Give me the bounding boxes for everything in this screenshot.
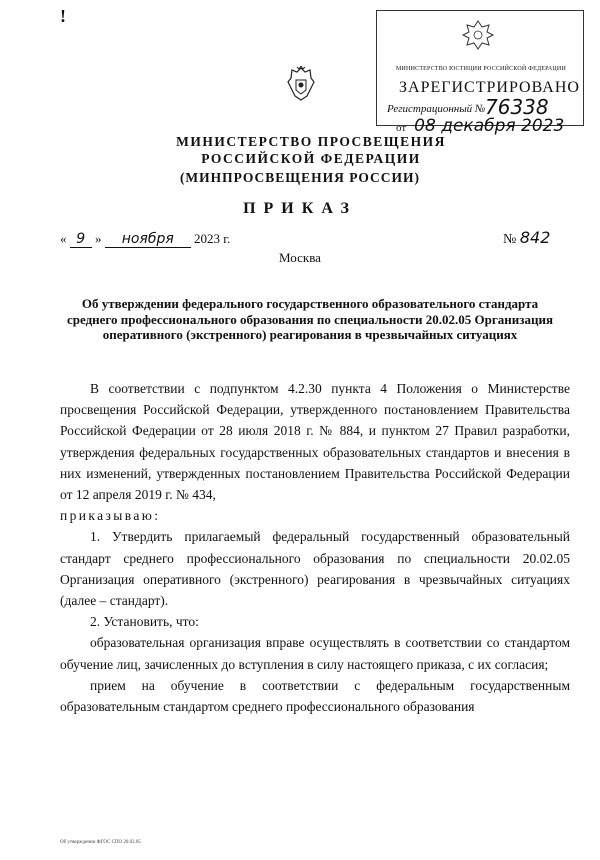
order-month: ноября	[105, 231, 191, 248]
body-paragraph-basis: В соответствии с подпунктом 4.2.30 пункта 4 Положения о Министерстве просвещения Российской Федерации, утвержденного постановлением Правительства Российской Федерации от 28 июля 2018 г. № 884, и пунктом 27 Правил разработки, утверждения федеральных государственных образовательных стандартов и внесения в них изменений, утвержденных постановлением Правительства Российской Федерации от 12 апреля 2019 г. № 434,	[60, 381, 570, 503]
document-type: ПРИКАЗ	[243, 200, 357, 217]
stamp-ministry-text: МИНИСТЕРСТВО ЮСТИЦИИ РОССИЙСКОЙ ФЕДЕРАЦИИ	[395, 66, 566, 72]
order-number-value: 842	[519, 228, 551, 247]
stamp-reg-number: 76338	[485, 95, 549, 119]
ministry-title-line1: МИНИСТЕРСТВО ПРОСВЕЩЕНИЯ	[176, 134, 446, 149]
stamp-emblem-icon	[456, 18, 500, 52]
date-quote-close: »	[95, 231, 102, 246]
ministry-short-name: (МИНПРОСВЕЩЕНИЯ РОССИИ)	[179, 170, 421, 185]
order-word: приказываю:	[60, 508, 161, 524]
order-date	[60, 231, 230, 248]
stamp-reg-date-label: от	[396, 122, 407, 134]
body-paragraph-2: 2. Установить, что:	[90, 614, 199, 630]
ministry-title	[0, 133, 600, 167]
order-number-prefix: №	[503, 232, 517, 247]
order-number	[503, 228, 550, 248]
body-paragraph-3: образовательная организация вправе осуществлять в соответствии со стандартом обучение лиц, зачисленных до вступления в силу настоящего приказа, с их согласия;	[60, 635, 570, 672]
date-quote-open: «	[60, 231, 67, 246]
order-subject: Об утверждении федерального государственного образовательного стандарта среднего профессионального образования по специальности 20.02.05 Организация оперативного (экстренного) реагирования в чрезвычайных ситуациях	[66, 296, 553, 342]
body-paragraph-1: 1. Утвердить прилагаемый федеральный государственный образовательный стандарт среднего профессионального образования по специальности 20.02.05 Организация оперативного (экстренного) реагирования в чрезвычайных ситуациях (далее – стандарт).	[60, 529, 570, 609]
order-city: Москва	[279, 250, 321, 265]
body-paragraph-4: прием на обучение в соответствии с федеральным государственным образовательным стандартом среднего профессионального образования	[60, 677, 570, 715]
footer-note: Об утверждении ФГОС СПО 20.02.05	[60, 840, 141, 845]
page-mark: !	[60, 6, 66, 26]
order-year: 2023 г.	[194, 231, 231, 246]
coat-of-arms-icon	[286, 66, 316, 102]
order-body	[60, 378, 570, 717]
stamp-reg-date-value: 08 декабря 2023	[414, 116, 565, 136]
ministry-title-line2: РОССИЙСКОЙ ФЕДЕРАЦИИ	[201, 151, 421, 166]
stamp-reg-number-label: Регистрационный №	[387, 103, 486, 115]
stamp-registered-text: ЗАРЕГИСТРИРОВАНО	[399, 79, 580, 96]
order-day: 9	[70, 231, 92, 248]
